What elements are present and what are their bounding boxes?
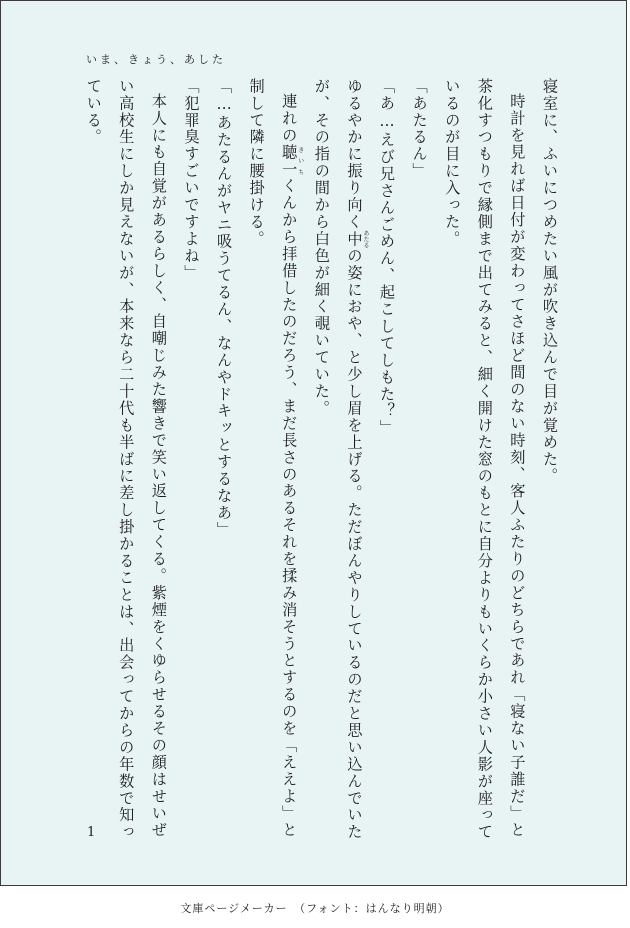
paragraph-3 xyxy=(305,78,370,848)
paragraph-1: 寝室に、ふいにつめたい風が吹き込んで目が覚めた。 xyxy=(541,78,559,485)
paragraph-4 xyxy=(240,78,305,848)
ruby-base: 中 xyxy=(345,230,364,249)
paragraph-4-rest: くんから拝借したのだろう、まだ長さのあるそれを揉み消そうとするのを「ええよ」と制して隣に腰掛ける。 xyxy=(247,78,299,840)
dialogue-line-3: 「…あたるんがヤニ吸うてるん、なんやドキッとするなあ」 xyxy=(215,78,234,539)
ruby-kiichi xyxy=(280,144,304,178)
paragraph-4-start: 連れの xyxy=(280,93,299,145)
page-number: 1 xyxy=(87,825,96,840)
ruby-ataru xyxy=(345,230,369,249)
running-title: いま、きょう、あした xyxy=(86,53,226,66)
ruby-base: 聴一 xyxy=(280,144,299,178)
paragraph-2: 時計を見れば日付が変わってさほど間のない時刻、客人ふたりのどちらであれ「寝ない子誰だ」と茶化すつもりで縁側まで出てみると、細く開けた窓のもとに自分よりもいくらか小さい人影が座っているのが目に入った。 xyxy=(443,78,527,841)
dialogue-line-4: 「犯罪臭すごいですよね」 xyxy=(182,78,201,282)
paragraph-5: 本人にも自覚があるらしく、自嘲じみた響きで笑い返してくる。紫煙をくゆらせるその顔はせいぜい高校生にしか見えないが、本来なら二十代も半ばに差し掛かることは、出会ってからの年数で知っている。 xyxy=(84,78,168,841)
ruby-reading: きいち xyxy=(296,144,304,178)
dialogue-line-1: 「あたるん」 xyxy=(410,78,429,180)
paragraph-3-rest: の姿におや、と少し眉を上げる。ただぼんやりしているのだと思い込んでいたが、その指の間から白色が細く覗いていた。 xyxy=(312,78,364,841)
body-text xyxy=(77,78,566,848)
dialogue-line-2: 「あ…えび兄さんごめん、起こしてしもた？」 xyxy=(378,78,397,437)
ruby-reading: あたる xyxy=(361,230,369,249)
footer-credit: 文庫ページメーカー （フォント：はんなり明朝） xyxy=(180,902,450,915)
paragraph-3-text: ゆるやかに振り向く xyxy=(345,78,364,231)
